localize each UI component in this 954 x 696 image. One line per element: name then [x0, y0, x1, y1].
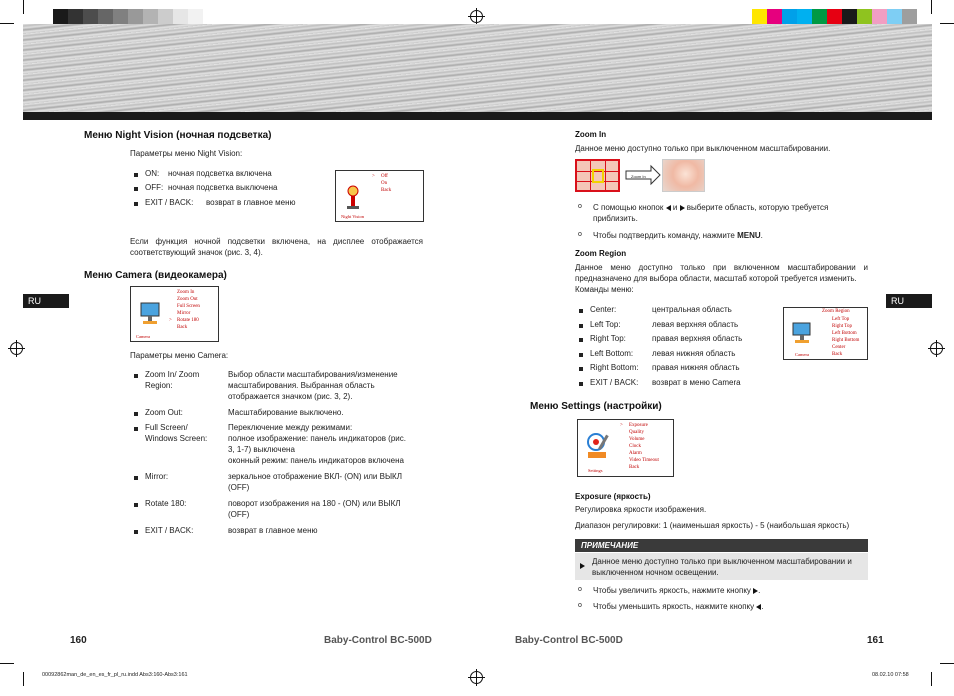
crop-mark — [23, 0, 24, 14]
zoom-in-bullet1-cont: приблизить. — [593, 214, 638, 223]
exposure-text1: Регулировка яркости изображения. — [575, 505, 707, 514]
header-texture — [23, 24, 932, 112]
registration-mark-icon — [930, 342, 943, 355]
zoom-region-key: Left Bottom: — [590, 348, 634, 358]
note-line1: Данное меню доступно только при выключенном масштабировании и — [592, 557, 852, 566]
zoom-in-bullet1: С помощью кнопок и выберите область, которую требуется — [593, 203, 829, 212]
color-swatch — [887, 9, 902, 24]
camera-option-desc: Выбор области масштабирования/изменение — [228, 370, 398, 379]
camera-option-desc: Масштабирование выключено. — [228, 408, 344, 417]
file-slug: 00092862man_de_en_es_fr_pl_ru.indd Abs3:160-Abs3:161 — [42, 672, 188, 678]
camera-monitor-icon — [137, 299, 165, 327]
bullet — [579, 382, 583, 386]
zoom-region-text-line2: предназначено для выбора области, масштаб которой требуется изменить. — [575, 274, 857, 283]
color-swatch — [872, 9, 887, 24]
settings-tools-icon — [582, 428, 612, 464]
bullet — [134, 476, 138, 480]
camera-option-desc: 3, 1-7) выключена — [228, 445, 295, 454]
brightness-up-bullet: Чтобы увеличить яркость, нажмите кнопку . — [593, 586, 761, 595]
zoom-region-key: Right Bottom: — [590, 363, 639, 372]
page-number: 161 — [867, 635, 884, 646]
crop-mark — [0, 663, 14, 664]
camera-option-desc: возврат в главное меню — [228, 526, 318, 535]
right-arrow-icon — [753, 588, 758, 594]
color-swatch — [812, 9, 827, 24]
camera-option-desc: зеркальное отображение ВКЛ- (ON) или ВЫКЛ — [228, 472, 402, 481]
bullet — [134, 187, 138, 191]
nv-key-exit: EXIT / BACK: — [145, 198, 194, 207]
camera-option-key: EXIT / BACK: — [145, 526, 194, 535]
crop-mark — [931, 0, 932, 14]
night-vision-intro: Параметры меню Night Vision: — [130, 149, 243, 158]
color-swatch — [143, 9, 158, 24]
bullet — [579, 324, 583, 328]
color-swatch — [782, 9, 797, 24]
color-swatch — [188, 9, 203, 24]
bullet — [134, 412, 138, 416]
night-vision-paragraph-line2: соответствующий значок (рис. 3, 4). — [130, 248, 263, 257]
color-swatch — [752, 9, 767, 24]
nv-desc-off: ночная подсветка выключена — [168, 183, 278, 192]
color-swatch — [53, 9, 68, 24]
greyscale-color-bar — [38, 9, 218, 24]
camera-option-desc: отображается значком (рис. 3, 2). — [228, 392, 353, 401]
zoom-region-title: Zoom Region — [575, 249, 627, 258]
section-title-camera: Меню Camera (видеокамера) — [84, 270, 227, 281]
zoom-region-key: Left Top: — [590, 319, 621, 329]
color-swatch — [128, 9, 143, 24]
zoom-region-text-line3: Команды меню: — [575, 285, 634, 294]
note-header: ПРИМЕЧАНИЕ — [575, 539, 868, 552]
section-title-settings: Меню Settings (настройки) — [530, 401, 662, 412]
zoom-region-desc: левая нижняя область — [652, 348, 736, 358]
bullet — [134, 374, 138, 378]
zoom-in-title: Zoom In — [575, 130, 607, 139]
color-swatch — [98, 9, 113, 24]
nv-desc-exit: возврат в главное меню — [206, 198, 296, 207]
crop-mark — [931, 672, 932, 686]
bullet — [579, 353, 583, 357]
note-line2: выключенном ночном освещении. — [592, 568, 719, 577]
camera-option-desc: (OFF) — [228, 510, 250, 519]
camera-option-desc: поворот изображения на 180 - (ON) или ВЫКЛ — [228, 499, 401, 508]
arrow-label: Zoom In — [631, 174, 646, 179]
camera-option-key: Region: — [145, 381, 173, 390]
zoom-in-text: Данное меню доступно только при выключенном масштабировании. — [575, 144, 831, 153]
bullet — [579, 338, 583, 342]
process-color-bar — [752, 9, 917, 24]
bullet — [134, 173, 138, 177]
camera-menu-screenshot: Zoom In Zoom Out Full Screen Mirror > Rotate 180 Back Camera — [130, 286, 219, 342]
right-arrow-icon — [680, 205, 685, 211]
color-swatch — [857, 9, 872, 24]
zoom-region-text-line1: Данное меню доступно только при включенном масштабировании и — [575, 263, 868, 272]
bullet — [134, 503, 138, 507]
color-swatch — [842, 9, 857, 24]
exposure-text2: Диапазон регулировки: 1 (наименьшая яркость) - 5 (наибольшая яркость) — [575, 521, 850, 530]
color-swatch — [767, 9, 782, 24]
registration-mark-icon — [470, 671, 483, 684]
camera-option-desc: (OFF) — [228, 483, 250, 492]
color-swatch — [902, 9, 917, 24]
bullet — [134, 530, 138, 534]
page-number: 160 — [70, 635, 87, 646]
registration-mark-icon — [10, 342, 23, 355]
night-vision-menu-screenshot: > Off On Back Night Vision — [335, 170, 424, 222]
camera-monitor-icon — [790, 320, 814, 346]
zoom-region-key: EXIT / BACK: — [590, 377, 639, 387]
camera-option-desc: оконный режим: панель индикаторов включена — [228, 456, 404, 465]
camera-option-desc: полное изображение: панель индикаторов (рис. — [228, 434, 406, 443]
night-vision-paragraph-line1: Если функция ночной подсветки включена, на дисплее отображается — [130, 237, 423, 246]
camera-option-key: Windows Screen: — [145, 434, 208, 443]
section-title-night-vision: Меню Night Vision (ночная подсветка) — [84, 130, 272, 141]
zoom-region-key: Right Top: — [590, 334, 626, 343]
exposure-title: Exposure (яркость) — [575, 492, 651, 501]
zoom-region-desc: левая верхняя область — [652, 319, 739, 329]
camera-option-key: Mirror: — [145, 472, 169, 481]
color-swatch — [827, 9, 842, 24]
color-swatch — [83, 9, 98, 24]
nv-key-off: OFF: — [145, 183, 164, 192]
color-swatch — [113, 9, 128, 24]
color-swatch — [158, 9, 173, 24]
camera-option-key: Full Screen/ — [145, 423, 188, 432]
language-tab: RU — [886, 294, 932, 308]
camera-intro: Параметры меню Camera: — [130, 351, 229, 360]
zoom-grid-image — [575, 159, 620, 192]
baby-closeup-image — [662, 159, 705, 192]
crop-mark — [0, 23, 14, 24]
crop-mark — [940, 23, 954, 24]
camera-option-desc: масштабирования. Выбранная область — [228, 381, 375, 390]
camera-option-key: Zoom In/ Zoom — [145, 370, 200, 379]
registration-mark-icon — [470, 10, 483, 23]
bullet — [134, 202, 138, 206]
product-name: Baby-Control BC-500D — [515, 635, 623, 646]
zoom-region-menu-screenshot: Zoom Region Left Top Right Top Left Bottom Right Bottom Center Back Camera — [783, 307, 868, 360]
camera-option-key: Zoom Out: — [145, 408, 183, 417]
zoom-region-desc: центральная область — [652, 305, 732, 314]
brightness-down-bullet: Чтобы уменьшить яркость, нажмите кнопку . — [593, 602, 764, 611]
zoom-region-desc: правая нижняя область — [652, 363, 740, 372]
color-swatch — [797, 9, 812, 24]
camera-option-desc: Переключение между режимами: — [228, 423, 353, 432]
zoom-region-key: Center: — [590, 305, 617, 314]
nv-key-on: ON: — [145, 169, 160, 178]
color-swatch — [203, 9, 218, 24]
left-arrow-icon — [756, 604, 761, 610]
crop-mark — [23, 672, 24, 686]
language-tab: RU — [23, 294, 69, 308]
bullet — [579, 367, 583, 371]
crop-mark — [940, 663, 954, 664]
note-pointer-icon — [580, 557, 585, 575]
zoom-in-bullet2: Чтобы подтвердить команду, нажмите MENU. — [593, 231, 763, 240]
header-rule — [23, 112, 932, 120]
product-name: Baby-Control BC-500D — [324, 635, 432, 646]
bullet — [579, 309, 583, 313]
color-swatch — [68, 9, 83, 24]
zoom-region-desc: правая верхняя область — [652, 334, 743, 343]
bullet — [134, 427, 138, 431]
date-slug: 08.02.10 07:58 — [872, 672, 909, 678]
color-swatch — [173, 9, 188, 24]
nv-desc-on: ночная подсветка включена — [168, 169, 272, 178]
camera-option-key: Rotate 180: — [145, 499, 187, 508]
settings-menu-screenshot: > Exposure Quality Volume Clock Alarm Video Timeout Back Settings — [577, 419, 674, 477]
color-swatch — [38, 9, 53, 24]
left-arrow-icon — [666, 205, 671, 211]
zoom-region-desc: возврат в меню Camera — [652, 377, 741, 387]
moon-lamp-icon — [342, 181, 364, 211]
